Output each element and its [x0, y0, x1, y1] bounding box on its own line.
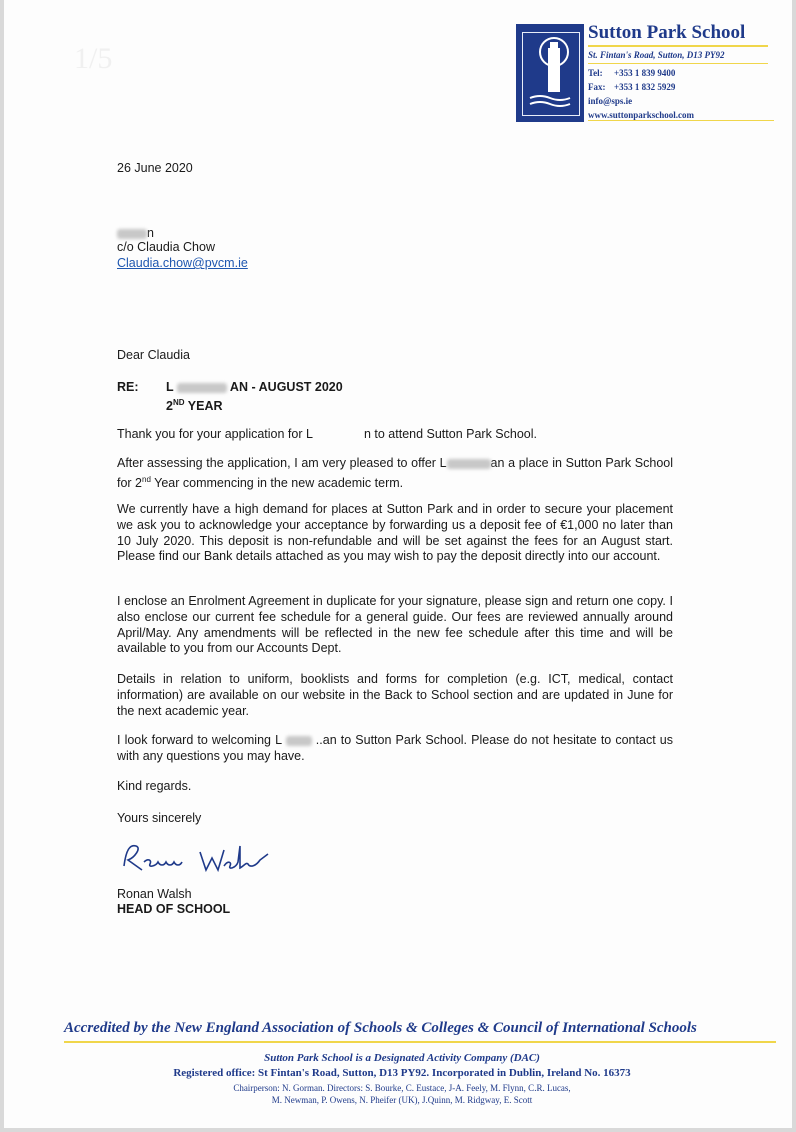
contact-block — [588, 66, 694, 122]
fax-label: Fax: — [588, 82, 606, 92]
salutation: Dear Claudia — [117, 348, 190, 362]
fax-line — [588, 80, 694, 94]
tel-line — [588, 66, 694, 80]
care-of-line: c/o Claudia Chow — [117, 240, 215, 254]
accreditation-line: Accredited by the New England Association of Schools & Colleges & Council of International Schools — [64, 1020, 697, 1036]
re-year-word: YEAR — [187, 399, 223, 414]
paragraph-welcome — [117, 733, 673, 765]
re-year-number: 2 — [166, 399, 173, 414]
registered-office-line: Registered office: St Fintan's Road, Sutton, D13 PY92. Incorporated in Dublin, Ireland No. 16373 — [173, 1067, 631, 1079]
p6-start: I look forward to welcoming L — [117, 733, 282, 747]
re-label: RE: — [117, 380, 139, 394]
paragraph-thanks — [117, 427, 537, 443]
re-subject — [166, 380, 343, 396]
letter-date: 26 June 2020 — [117, 161, 193, 175]
school-name: Sutton Park School — [588, 22, 746, 43]
fax-value: +353 1 832 5929 — [614, 82, 676, 92]
redacted-name — [447, 459, 491, 469]
lighthouse-icon — [516, 24, 584, 122]
paragraph-details: Details in relation to uniform, booklists and forms for completion (e.g. ICT, medical, contact information) are available on our website in the Back to School section and are updated in June for the next academic year. — [117, 672, 673, 718]
directors-line-2: M. Newman, P. Owens, N. Pheifer (UK), J.Quinn, M. Ridgway, E. Scott — [271, 1095, 533, 1105]
re-part-c: - AUGUST 2020 — [251, 380, 343, 394]
p2-end: Year commencing in the new academic term. — [150, 475, 404, 490]
paragraph-offer — [117, 456, 673, 492]
closing-sincerely: Yours sincerely — [117, 811, 202, 825]
letter-page — [4, 0, 792, 1128]
school-logo — [516, 24, 584, 122]
contact-divider — [588, 120, 774, 121]
recipient-partial: n — [147, 226, 154, 240]
re-part-b: AN — [229, 380, 248, 394]
footer-divider — [64, 1041, 776, 1043]
handwritten-signature — [120, 836, 280, 880]
re-year-sup: ND — [172, 398, 185, 407]
p2-start: After assessing the application, I am very pleased to offer L — [117, 456, 447, 470]
dac-line: Sutton Park School is a Designated Activity Company (DAC) — [264, 1052, 540, 1064]
p1-end: n to attend Sutton Park School. — [363, 427, 537, 441]
directors-line-1: Chairperson: N. Gorman. Directors: S. Bourke, C. Eustace, J-A. Feely, M. Flynn, C.R. Lucas, — [233, 1083, 571, 1093]
re-year — [166, 395, 223, 415]
re-part-a: L — [166, 380, 174, 394]
p1-start: Thank you for your application for L — [117, 427, 313, 441]
p2-sup: nd — [142, 474, 151, 484]
page-number-watermark: 1/5 — [74, 42, 113, 75]
tel-value: +353 1 839 9400 — [614, 68, 676, 78]
header-divider — [588, 45, 768, 47]
recipient-email-link[interactable]: Claudia.chow@pvcm.ie — [117, 256, 248, 270]
address-divider — [588, 63, 768, 64]
signatory-name: Ronan Walsh — [117, 887, 192, 901]
paragraph-deposit: We currently have a high demand for places at Sutton Park and in order to secure your placement we ask you to acknowledge your acceptance by forwarding us a deposit fee of €1,000 no later than 10 July 2020. This deposit is non-refundable and will be set against the fees for an August start. Please find our Bank details attached as you may wish to pay the deposit directly into our account. — [117, 502, 673, 564]
school-address: St. Fintan's Road, Sutton, D13 PY92 — [588, 50, 725, 60]
p6-end: ..an to Sutton Park School. Please do not hesitate to contact us with any questions you may have. — [117, 733, 673, 763]
p2-middle: an a place in Sutton Park School for 2 — [117, 456, 673, 490]
redacted-name — [117, 229, 147, 239]
school-website: www.suttonparkschool.com — [588, 110, 695, 120]
signatory-title: HEAD OF SCHOOL — [117, 902, 231, 916]
tel-label: Tel: — [588, 68, 603, 78]
redacted-name — [177, 383, 227, 393]
redacted-name — [286, 736, 312, 746]
school-email: info@sps.ie — [588, 96, 633, 106]
paragraph-enrolment: I enclose an Enrolment Agreement in duplicate for your signature, please sign and return one copy. I also enclose our current fee schedule for a general guide. Our fees are reviewed annually around April/May. Any amendments will be reflected in the new fee schedule after this time and will be available to you from our Accounts Dept. — [117, 594, 673, 656]
closing-regards: Kind regards. — [117, 779, 192, 793]
